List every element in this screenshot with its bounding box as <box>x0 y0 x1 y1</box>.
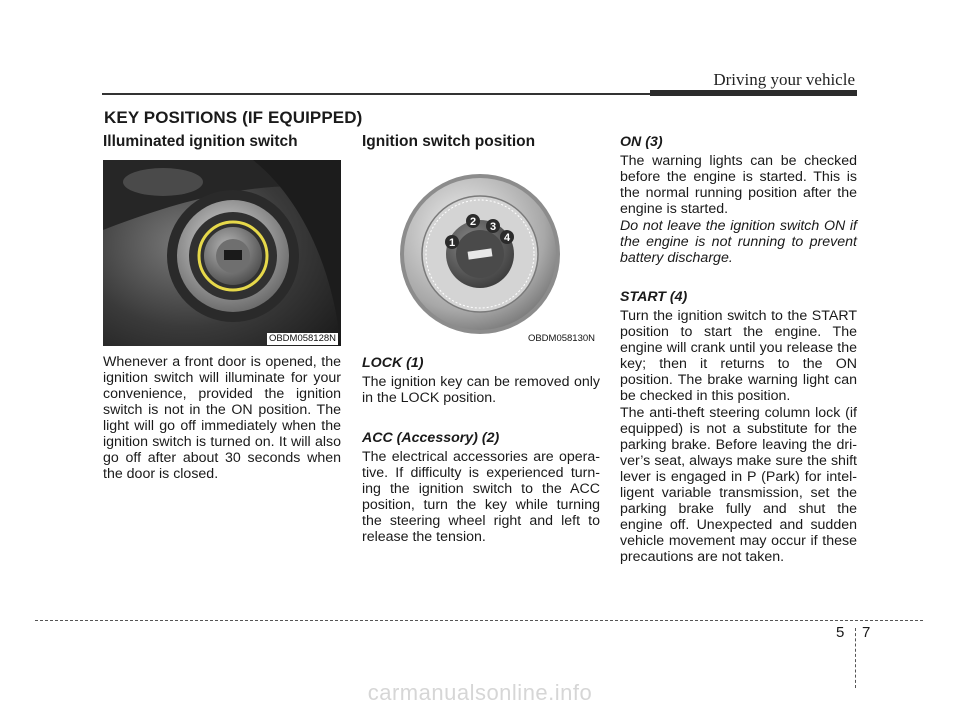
lock-heading: LOCK (1) <box>362 355 424 371</box>
acc-text: The electrical accessories are opera-tive. If difficulty is experienced turn-ing the ignition switch to the ACC position, turn the key while turning the steering wheel right and left to release the tension. <box>362 449 600 545</box>
page-number-divider <box>855 628 856 688</box>
figure-caption: OBDM058128N <box>268 333 336 344</box>
position-label-2: 2 <box>469 216 477 228</box>
position-label-1: 1 <box>448 237 456 249</box>
header-rule-accent <box>650 90 857 96</box>
antitheft-text: The anti-theft steering column lock (if equipped) is not a substitute for the parking brake. Before leaving the dri-ver’s seat, always make sure the shift lever is engaged in P (Park) for intel-ligent variable transmission, set the parking brake fully and shut the engine off. Unexpected and sudden vehicle movement may occur if these precautions are not taken. <box>620 405 857 565</box>
page-number: 7 <box>862 624 871 641</box>
illuminated-switch-text: Whenever a front door is opened, the ignition switch will illuminate for your convenience, provided the ignition switch is not in the ON position. The light will go off immediately when the ignition switch is turned on. It will also go off after about 30 seconds when the door is closed. <box>103 354 341 482</box>
illuminated-switch-heading: Illuminated ignition switch <box>103 133 298 150</box>
watermark: carmanualsonline.info <box>367 680 593 705</box>
ignition-positions-diagram <box>362 160 600 346</box>
footer-rule <box>35 620 923 621</box>
start-text: Turn the ignition switch to the START position to start the engine. The engine will crank until you release the key; then it returns to the ON position. The brake warning light can be checked in this position. <box>620 308 857 404</box>
ignition-switch-illustration <box>103 160 341 346</box>
running-header: Driving your vehicle <box>713 70 855 89</box>
start-heading: START (4) <box>620 289 688 305</box>
figure-caption: OBDM058130N <box>527 333 595 344</box>
position-label-4: 4 <box>503 232 511 244</box>
section-title: KEY POSITIONS (IF EQUIPPED) <box>104 108 363 127</box>
on-warning-text: Do not leave the ignition switch ON if the engine is not running to prevent battery discharge. <box>620 218 857 266</box>
lock-text: The ignition key can be removed only in the LOCK position. <box>362 374 600 406</box>
position-label-3: 3 <box>489 221 497 233</box>
ignition-positions-illustration <box>362 160 600 346</box>
on-text: The warning lights can be checked before the engine is started. This is the normal running position after the engine is started. <box>620 153 857 217</box>
ignition-switch-photo <box>103 160 341 346</box>
chapter-number: 5 <box>836 624 845 641</box>
on-heading: ON (3) <box>620 134 663 150</box>
acc-heading: ACC (Accessory) (2) <box>362 430 500 446</box>
switch-position-heading: Ignition switch position <box>362 133 536 150</box>
